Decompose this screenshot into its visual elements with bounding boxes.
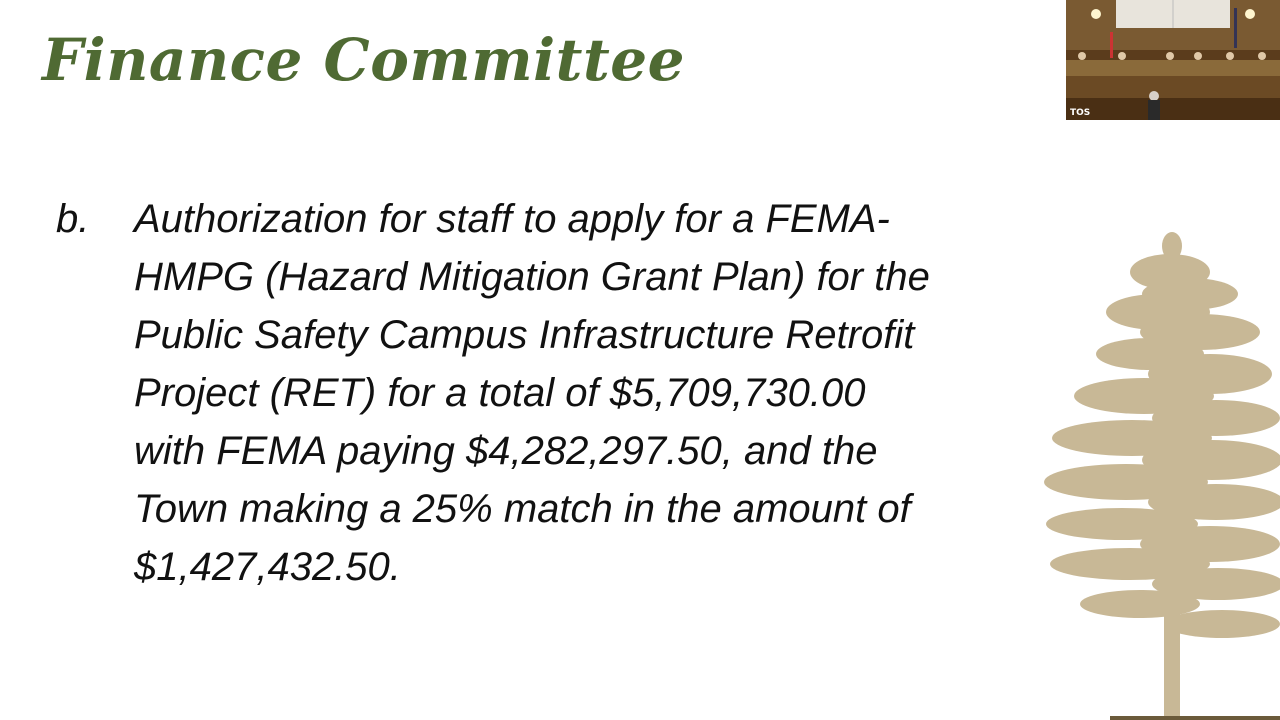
item-line: with FEMA paying $4,282,297.50, and the <box>134 429 878 473</box>
tree-illustration <box>1040 232 1280 720</box>
item-line: Public Safety Campus Infrastructure Retrofit <box>134 313 915 357</box>
item-line: Project (RET) for a total of $5,709,730.00 <box>134 371 866 415</box>
video-feed[interactable] <box>1066 0 1280 120</box>
item-line: $1,427,432.50. <box>134 545 401 589</box>
item-line: Town making a 25% match in the amount of <box>134 487 911 531</box>
council-chamber-image <box>1066 0 1280 120</box>
item-marker: b. <box>56 197 90 241</box>
video-label: TOS <box>1070 108 1091 118</box>
item-line: Authorization for staff to apply for a FEMA- <box>134 197 890 241</box>
item-line: HMPG (Hazard Mitigation Grant Plan) for the <box>134 255 930 299</box>
item-text <box>134 190 1034 596</box>
slide-title: Finance Committee <box>42 26 686 94</box>
bottom-strip <box>1110 716 1280 720</box>
